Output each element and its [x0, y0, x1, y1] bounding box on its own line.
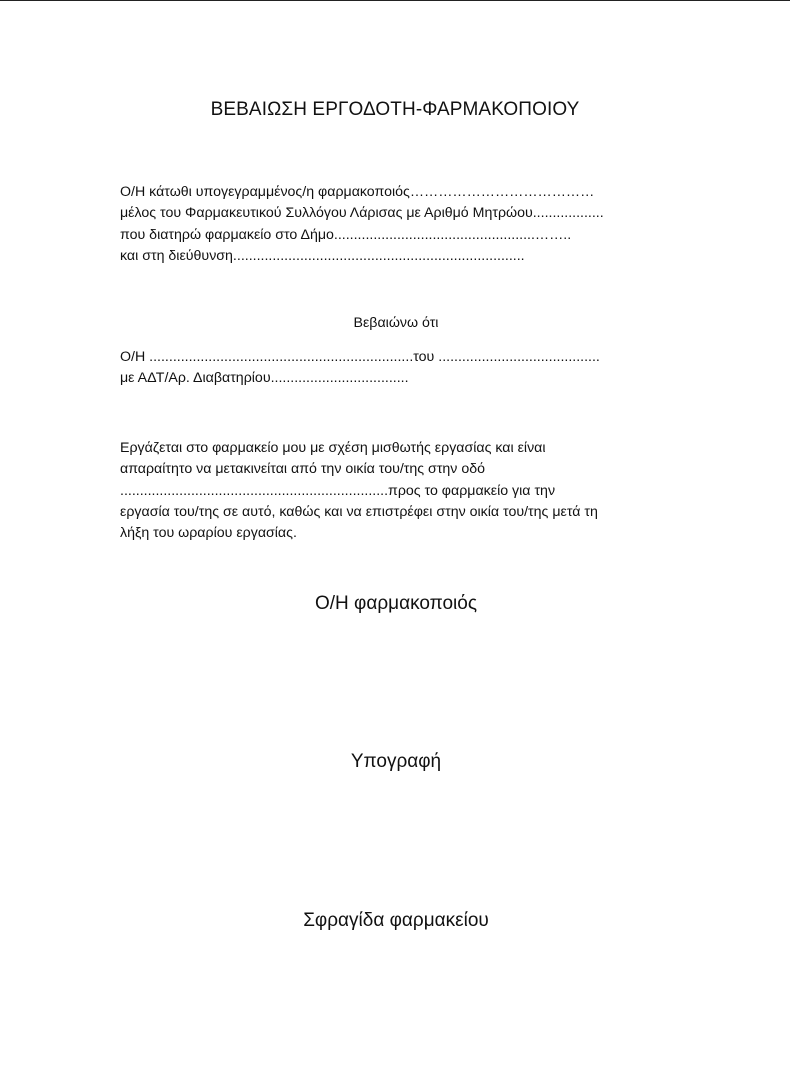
- intro-line: και στη διεύθυνση..........................................................................: [120, 247, 525, 264]
- body-paragraph: [120, 438, 680, 544]
- intro-line: Ο/Η κάτωθι υπογεγραμμένος/η φαρμακοποιός…………………………………: [120, 184, 595, 200]
- intro-line: μέλος του Φαρμακευτικού Συλλόγου Λάρισας με Αριθμό Μητρώου..................: [120, 205, 604, 222]
- body-line: απαραίτητο να μετακινείται από την οικία του/της στην οδό: [120, 461, 486, 478]
- certify-heading: Βεβαιώνω ότι: [353, 315, 439, 331]
- body-line: εργασία του/της σε αυτό, καθώς και να επιστρέφει στην οικία του/της μετά τη: [120, 503, 598, 520]
- pharmacy-stamp-label: Σφραγίδα φαρμακείου: [303, 910, 489, 931]
- document-title: ΒΕΒΑΙΩΣΗ ΕΡΓΟΔΟΤΗ-ΦΑΡΜΑΚΟΠΟΙΟΥ: [210, 99, 580, 120]
- body-line: Εργάζεται στο φαρμακείο μου με σχέση μισθωτής εργασίας και είναι: [120, 440, 546, 456]
- person-line: Ο/Η ...................................................................του .........................................: [120, 349, 600, 365]
- person-line: με ΑΔΤ/Αρ. Διαβατηρίου...................................: [120, 370, 409, 387]
- body-line: λήξη του ωραρίου εργασίας.: [120, 525, 297, 542]
- body-line: ....................................................................προς το φαρμακείο για την: [120, 482, 556, 499]
- pharmacist-label: Ο/Η φαρμακοποιός: [314, 593, 478, 614]
- person-paragraph: [120, 347, 680, 390]
- intro-paragraph: [120, 182, 680, 267]
- intro-line: που διατηρώ φαρμακείο στο Δήμο...................................................……..: [120, 226, 572, 243]
- signature-label: Υπογραφή: [350, 751, 442, 772]
